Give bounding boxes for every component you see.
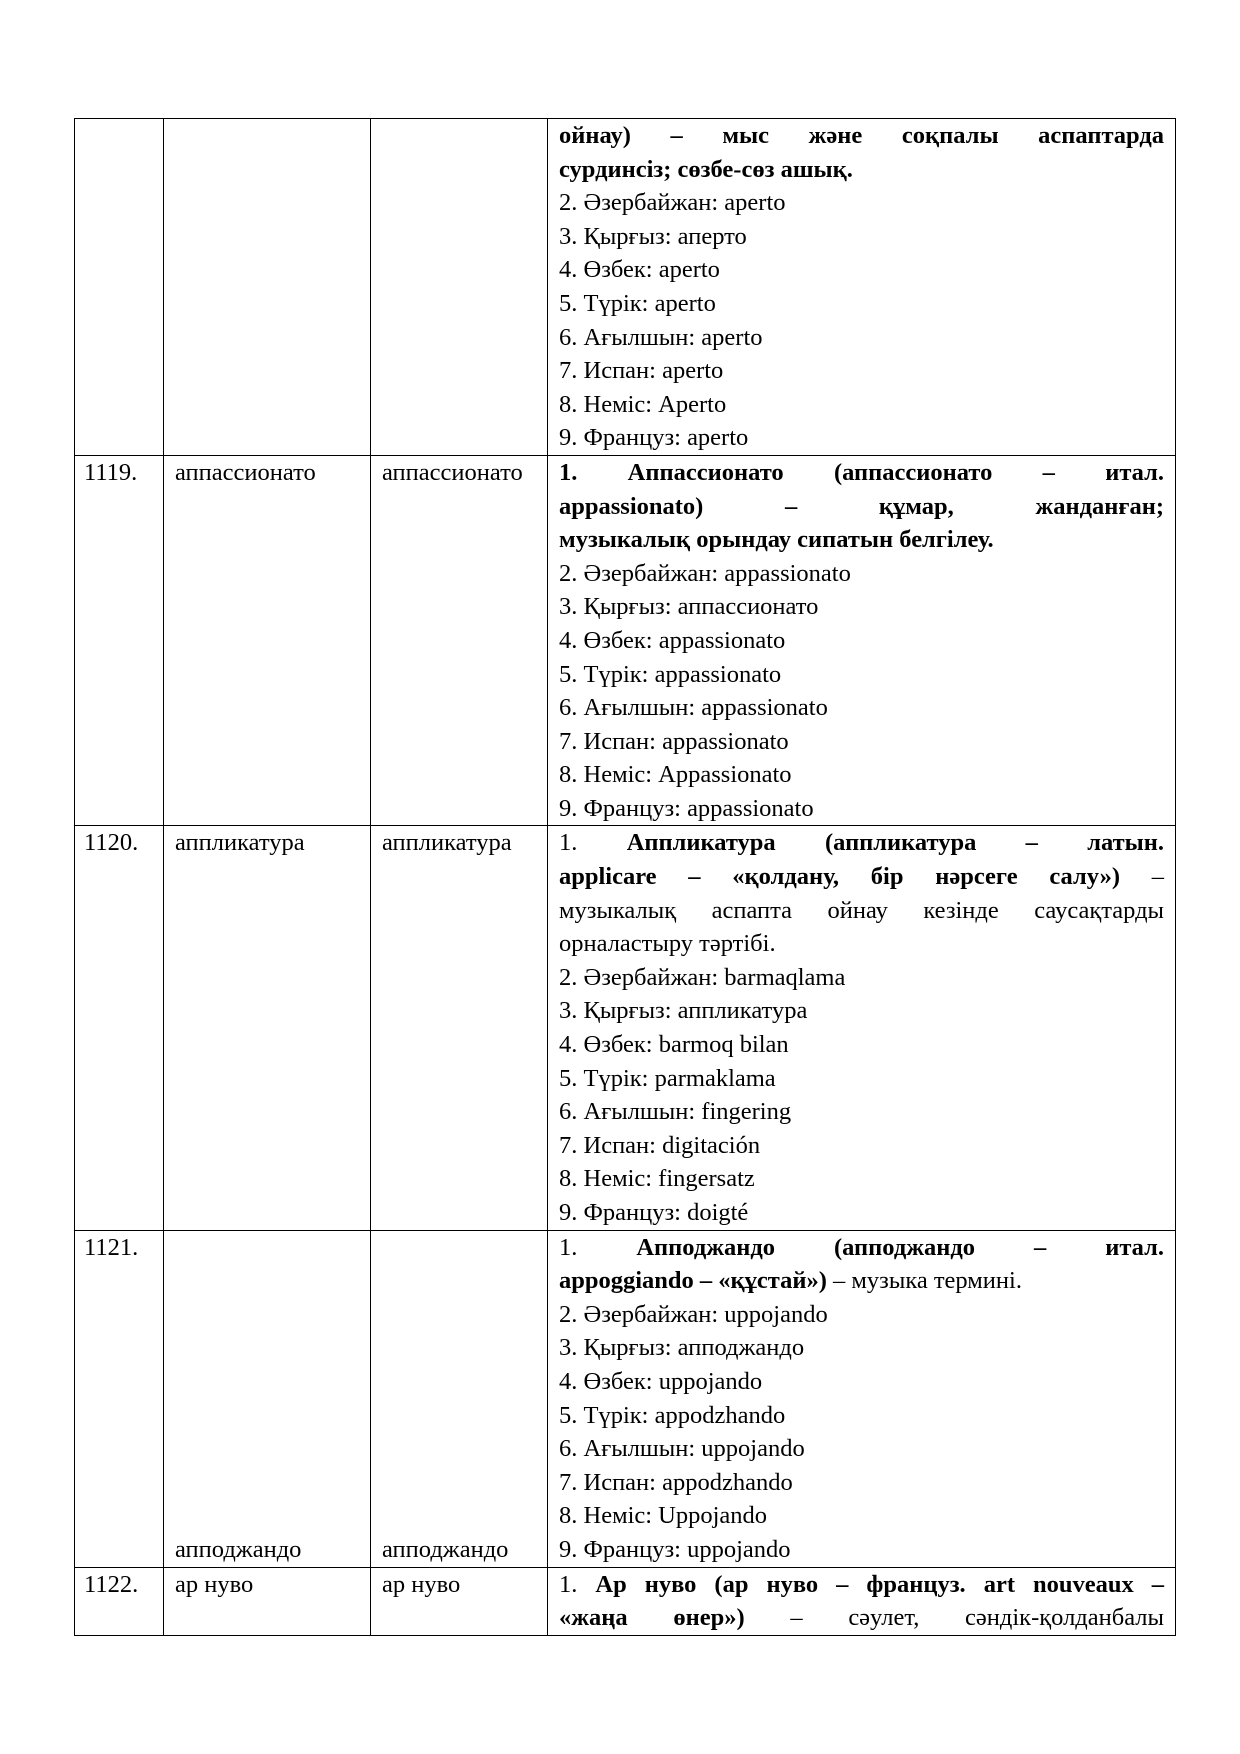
definition-text: 6. Ағылшын: appassionato	[559, 694, 828, 722]
definition-line	[559, 691, 1164, 725]
definition-text: 8. Неміс: Uppojando	[559, 1502, 768, 1530]
definition-text: 5. Түрік: parmaklama	[559, 1064, 776, 1092]
definition-line	[559, 1568, 1164, 1602]
definition-text: музыкалық аспапта ойнау кезінде саусақтарды	[559, 896, 1164, 924]
definition-text: 9. Француз: aperto	[559, 424, 749, 452]
definition-text: 7. Испан: aperto	[559, 357, 724, 385]
definition-text: 9. Француз: appassionato	[559, 794, 814, 822]
definition-text: 6. Ағылшын: uppojando	[559, 1435, 805, 1463]
term-russian	[371, 119, 548, 456]
definition-text: 3. Қырғыз: аппликатура	[559, 997, 808, 1025]
definition-text: 7. Испан: appassionato	[559, 727, 789, 755]
definition-line	[559, 624, 1164, 658]
definition-text: applicare – «қолдану, бір нәрсеге салу»)	[559, 863, 1120, 891]
term-russian: аппликатура	[371, 826, 548, 1230]
definition-line	[559, 758, 1164, 792]
definition-text: 5. Түрік: appodzhando	[559, 1401, 786, 1429]
definition-line	[559, 894, 1164, 928]
table-row	[75, 1230, 1176, 1567]
definition-line	[559, 523, 1164, 557]
definition-line	[559, 354, 1164, 388]
definition-line	[559, 1062, 1164, 1096]
definition-line	[559, 1264, 1164, 1298]
definition-line	[559, 994, 1164, 1028]
definition-text: музыкалық орындау сипатын белгілеу.	[559, 526, 994, 554]
definition-line	[559, 860, 1164, 894]
definition-text: «жаңа өнер»)	[559, 1604, 745, 1632]
term-kazakh: ар нуво	[164, 1567, 371, 1635]
definition-text: Аппликатура (аппликатура – латын.	[626, 829, 1164, 857]
definition-text: 4. Өзбек: appassionato	[559, 626, 786, 654]
definition-line	[559, 1399, 1164, 1433]
entry-number: 1121.	[75, 1230, 164, 1567]
definition-text: 2. Әзербайжан: uppojando	[559, 1300, 828, 1328]
definition-text: 3. Қырғыз: аппассионато	[559, 593, 819, 621]
definition-text: 3. Қырғыз: аперто	[559, 222, 747, 250]
definition-line	[559, 186, 1164, 220]
definition-text: 2. Әзербайжан: barmaqlama	[559, 963, 846, 991]
term-kazakh: аппликатура	[164, 826, 371, 1230]
definition-line	[559, 826, 1164, 860]
definition-line	[559, 927, 1164, 961]
term-russian: аппассионато	[371, 455, 548, 826]
definition-text: Апподжандо (апподжандо – итал.	[636, 1233, 1164, 1261]
definition-text: 8. Неміс: Appassionato	[559, 761, 792, 789]
definition-line	[559, 153, 1164, 187]
entry-number: 1122.	[75, 1567, 164, 1635]
definition-cell	[548, 1567, 1176, 1635]
definition-text: 8. Неміс: fingersatz	[559, 1165, 755, 1193]
term-russian: апподжандо	[371, 1230, 548, 1567]
definition-line	[559, 1365, 1164, 1399]
definition-cell	[548, 119, 1176, 456]
definition-line	[559, 253, 1164, 287]
definition-text: 8. Неміс: Aperto	[559, 390, 727, 418]
definition-line	[559, 1129, 1164, 1163]
definition-line	[559, 961, 1164, 995]
term-kazakh: аппассионато	[164, 455, 371, 826]
definition-line	[559, 119, 1164, 153]
definition-text: 7. Испан: digitación	[559, 1131, 761, 1159]
definition-cell	[548, 455, 1176, 826]
definition-line	[559, 1095, 1164, 1129]
definition-suffix: – сәулет, сәндік-қолданбалы	[744, 1604, 1164, 1632]
definition-prefix: 1.	[559, 1570, 596, 1598]
definition-text: 4. Өзбек: uppojando	[559, 1367, 763, 1395]
definition-line	[559, 1196, 1164, 1230]
definition-text: 2. Әзербайжан: appassionato	[559, 559, 851, 587]
definition-text: Ар нуво (ар нуво – француз. art nouveaux –	[595, 1570, 1165, 1598]
table-row	[75, 826, 1176, 1230]
term-kazakh	[164, 119, 371, 456]
definition-line	[559, 287, 1164, 321]
definition-text: 1. Аппассионато (аппассионато – итал.	[559, 458, 1164, 486]
definition-text: 3. Қырғыз: апподжандо	[559, 1334, 805, 1362]
definition-line	[559, 1331, 1164, 1365]
definition-line	[559, 1028, 1164, 1062]
definition-line	[559, 590, 1164, 624]
definition-line	[559, 388, 1164, 422]
definition-line	[559, 1231, 1164, 1265]
definition-text: 2. Әзербайжан: aperto	[559, 189, 786, 217]
definition-cell	[548, 826, 1176, 1230]
definition-line	[559, 557, 1164, 591]
definition-line	[559, 1499, 1164, 1533]
entry-number: 1119.	[75, 455, 164, 826]
glossary-table	[74, 118, 1176, 1636]
definition-line	[559, 1298, 1164, 1332]
definition-line	[559, 792, 1164, 826]
definition-line	[559, 321, 1164, 355]
definition-text: 9. Француз: uppojando	[559, 1535, 791, 1563]
entry-number: 1120.	[75, 826, 164, 1230]
table-row	[75, 1567, 1176, 1635]
definition-text: 7. Испан: appodzhando	[559, 1468, 793, 1496]
table-row	[75, 455, 1176, 826]
definition-line	[559, 658, 1164, 692]
definition-line	[559, 220, 1164, 254]
definition-prefix: 1.	[559, 1233, 637, 1261]
definition-line	[559, 1162, 1164, 1196]
definition-text: ойнау) – мыс және соқпалы аспаптарда	[559, 122, 1164, 149]
definition-prefix: 1.	[559, 829, 627, 857]
definition-text: 6. Ағылшын: aperto	[559, 323, 763, 351]
definition-text: 9. Француз: doigté	[559, 1199, 749, 1226]
definition-line	[559, 1466, 1164, 1500]
definition-text: appassionato) – құмар, жанданған;	[559, 492, 1164, 520]
definition-text: appoggiando – «құстай»)	[559, 1267, 827, 1295]
definition-text: 4. Өзбек: barmoq bilan	[559, 1031, 789, 1059]
definition-cell	[548, 1230, 1176, 1567]
definition-line	[559, 456, 1164, 490]
definition-text: 5. Түрік: aperto	[559, 289, 716, 317]
definition-line	[559, 725, 1164, 759]
glossary-table-body	[75, 119, 1176, 1636]
entry-number	[75, 119, 164, 456]
definition-text: орналастыру тәртібі.	[559, 930, 776, 958]
definition-suffix: –	[1119, 863, 1164, 891]
definition-suffix: – музыка термині.	[826, 1267, 1022, 1295]
definition-text: 6. Ағылшын: fingering	[559, 1098, 792, 1126]
definition-text: 5. Түрік: appassionato	[559, 660, 782, 688]
term-russian: ар нуво	[371, 1567, 548, 1635]
definition-line	[559, 1432, 1164, 1466]
definition-line	[559, 421, 1164, 455]
term-kazakh: апподжандо	[164, 1230, 371, 1567]
definition-text: сурдинсіз; сөзбе-сөз ашық.	[559, 155, 853, 183]
table-row	[75, 119, 1176, 456]
definition-line	[559, 490, 1164, 524]
definition-text: 4. Өзбек: aperto	[559, 256, 720, 284]
definition-line	[559, 1601, 1164, 1635]
definition-line	[559, 1533, 1164, 1567]
